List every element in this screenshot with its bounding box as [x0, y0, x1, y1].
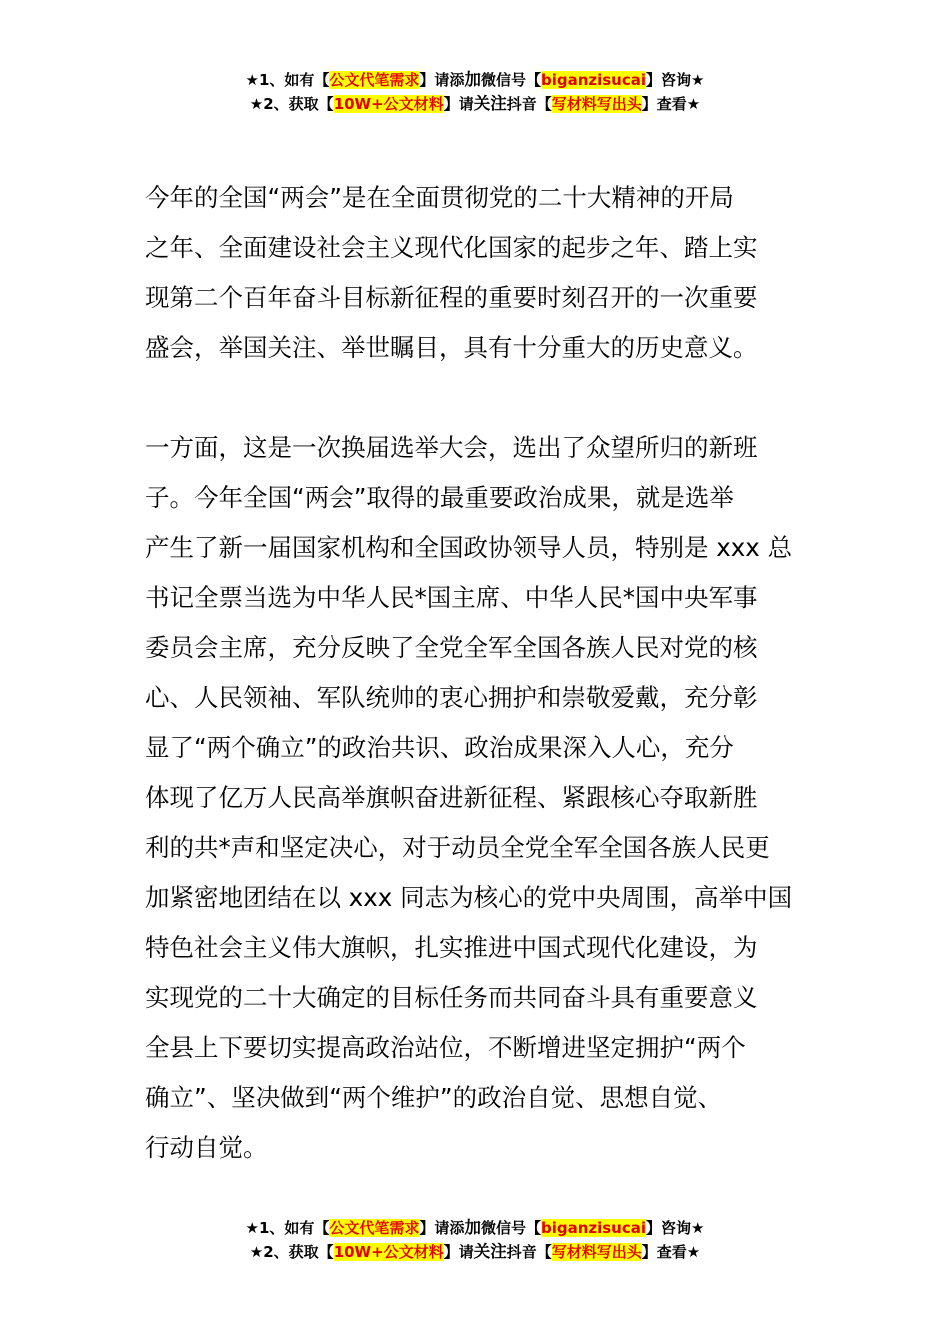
- banner-text: 】请: [443, 95, 474, 113]
- text-line: 书记全票当选为中华人民*国主席、中华人民*国中央军事: [145, 583, 758, 612]
- text-line: 子。今年全国“两会”取得的最重要政治成果，就是选举: [145, 483, 734, 512]
- banner-line-2: [0, 1240, 950, 1264]
- highlight-ghostwriting: 公文代笔需求: [329, 71, 420, 89]
- text-line: 产生了新一届国家机构和全国政协领导人员，特别是 xxx 总: [145, 533, 793, 562]
- banner-text: 】请: [443, 1243, 474, 1261]
- banner-text: ★1、如有【: [245, 1219, 330, 1237]
- banner-text: 微信号【: [480, 1219, 541, 1237]
- banner-text: 关注: [473, 1242, 507, 1261]
- banner-text: 】请添: [419, 71, 465, 89]
- highlight-wechat-id: biganzisucai: [540, 71, 647, 89]
- text-line: 行动自觉。: [145, 1133, 268, 1162]
- text-line: 显了“两个确立”的政治共识、政治成果深入人心，充分: [145, 733, 734, 762]
- banner-text: 】咨询★: [646, 1219, 705, 1237]
- banner-text: 】请添: [419, 1219, 465, 1237]
- banner-text: ★2、获取【: [249, 1243, 334, 1261]
- highlight-wechat-id: biganzisucai: [540, 1219, 647, 1237]
- banner-text: ★1、如有【: [245, 71, 330, 89]
- banner-text: 抖音【: [506, 1243, 552, 1261]
- banner-text: 】咨询★: [646, 71, 705, 89]
- banner-text: 】查看★: [641, 1243, 701, 1261]
- banner-text: 微信号【: [480, 71, 541, 89]
- document-body: [145, 173, 810, 1173]
- text-line: 加紧密地团结在以 xxx 同志为核心的党中央周围，高举中国: [145, 883, 793, 912]
- paragraph-2: [145, 423, 810, 1173]
- banner-text: 】查看★: [641, 95, 701, 113]
- text-line: 现第二个百年奋斗目标新征程的重要时刻召开的一次重要: [145, 283, 758, 312]
- banner-text: 抖音【: [506, 95, 552, 113]
- banner-line-1: [0, 68, 950, 92]
- paragraph-1: [145, 173, 810, 373]
- text-line: 心、人民领袖、军队统帅的衷心拥护和崇敬爱戴，充分彰: [145, 683, 758, 712]
- banner-line-1: [0, 1216, 950, 1240]
- banner-text: ★2、获取【: [249, 95, 334, 113]
- text-line: 确立”、坚决做到“两个维护”的政治自觉、思想自觉、: [145, 1083, 723, 1112]
- banner-text: 加: [464, 1218, 481, 1237]
- highlight-douyin: 写材料写出头: [551, 95, 642, 113]
- text-line: 全县上下要切实提高政治站位，不断增进坚定拥护“两个: [145, 1033, 746, 1062]
- banner-line-2: [0, 92, 950, 116]
- highlight-materials: 10W+公文材料: [333, 1243, 444, 1261]
- text-line: 之年、全面建设社会主义现代化国家的起步之年、踏上实: [145, 233, 758, 262]
- text-line: 利的共*声和坚定决心，对于动员全党全军全国各族人民更: [145, 833, 770, 862]
- highlight-douyin: 写材料写出头: [551, 1243, 642, 1261]
- text-line: 委员会主席，充分反映了全党全军全国各族人民对党的核: [145, 633, 758, 662]
- text-line: 盛会，举国关注、举世瞩目，具有十分重大的历史意义。: [145, 333, 758, 362]
- text-line: 体现了亿万人民高举旗帜奋进新征程、紧跟核心夺取新胜: [145, 783, 758, 812]
- text-line: 实现党的二十大确定的目标任务而共同奋斗具有重要意义: [145, 983, 758, 1012]
- footer-banner: [0, 1216, 950, 1264]
- header-banner: [0, 68, 950, 116]
- banner-text: 关注: [473, 94, 507, 113]
- highlight-materials: 10W+公文材料: [333, 95, 444, 113]
- text-line: 一方面，这是一次换届选举大会，选出了众望所归的新班: [145, 433, 758, 462]
- text-line: 特色社会主义伟大旗帜，扎实推进中国式现代化建设，为: [145, 933, 758, 962]
- text-line: 今年的全国“两会”是在全面贯彻党的二十大精神的开局: [145, 183, 734, 212]
- banner-text: 加: [464, 70, 481, 89]
- highlight-ghostwriting: 公文代笔需求: [329, 1219, 420, 1237]
